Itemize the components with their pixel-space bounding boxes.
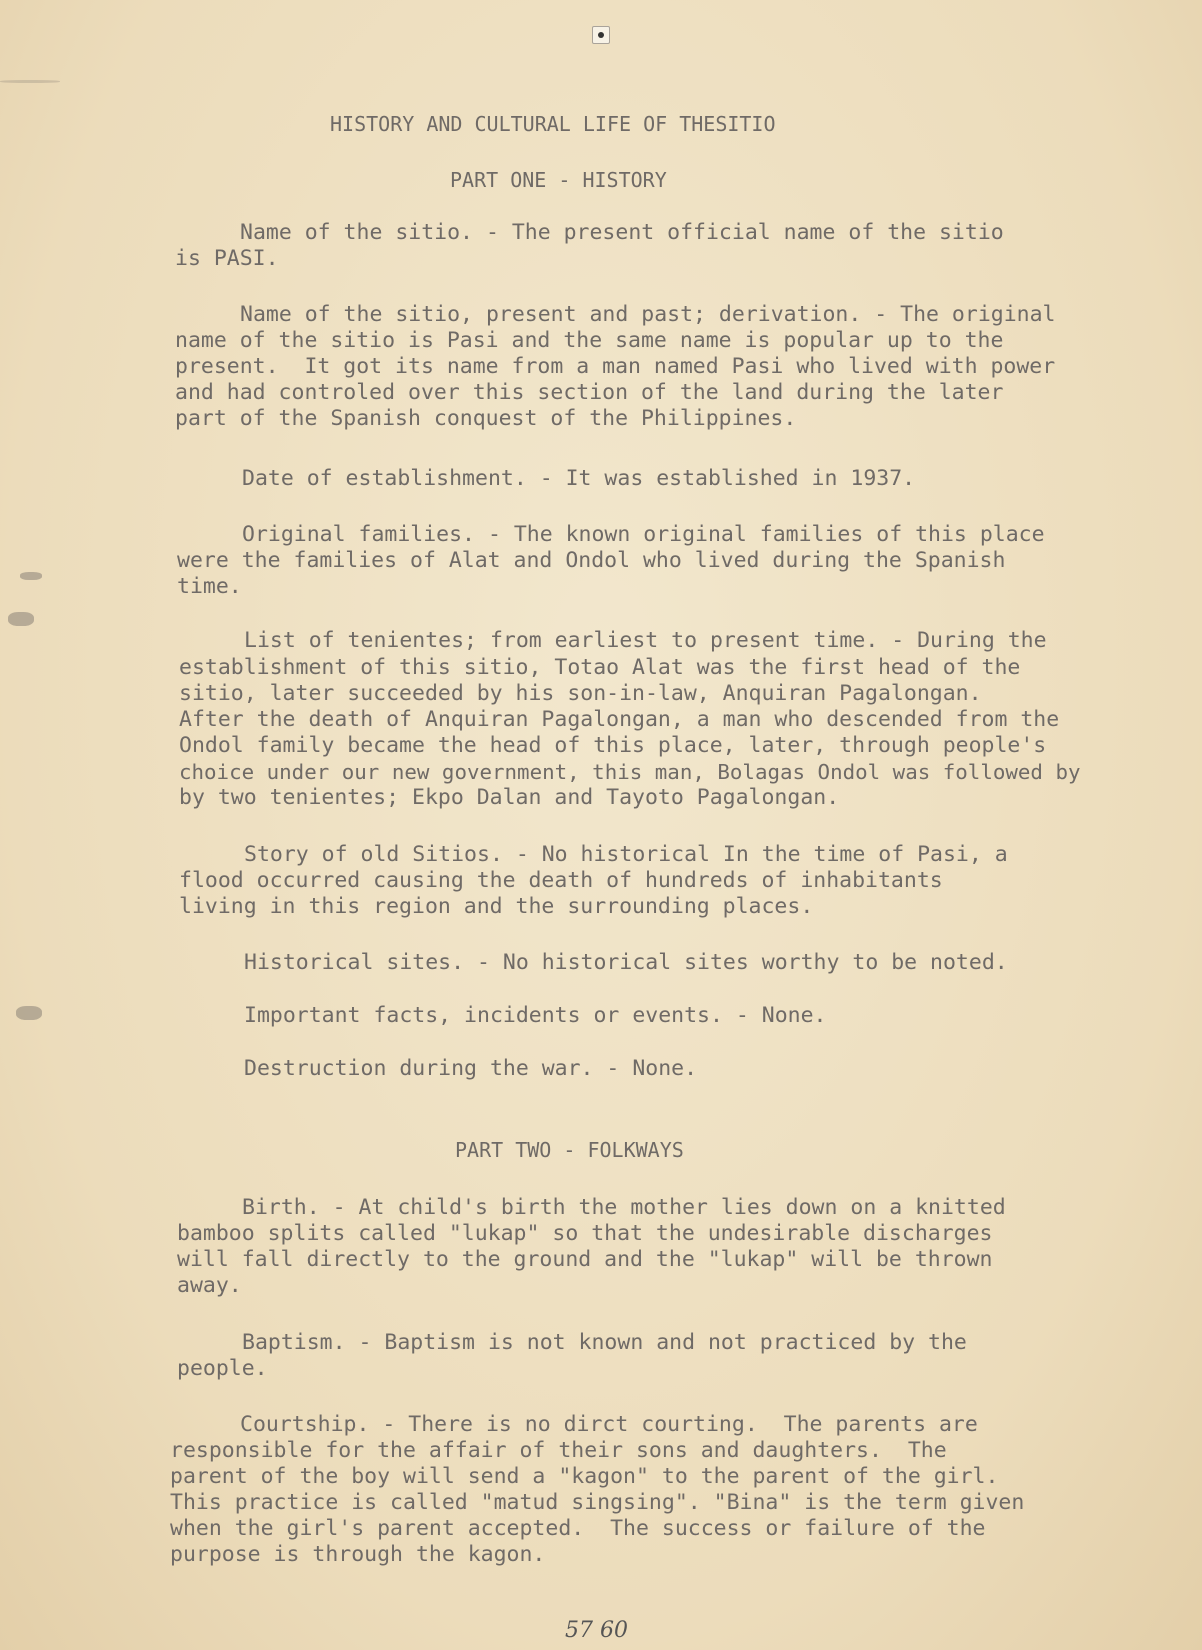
paragraph-line: Important facts, incidents or events. - None. (244, 1003, 827, 1028)
paragraph-line: Story of old Sitios. - No historical In the time of Pasi, a (244, 842, 1008, 867)
margin-stain (16, 1006, 42, 1020)
paragraph-line: flood occurred causing the death of hundreds of inhabitants (179, 868, 943, 893)
document-title: HISTORY AND CULTURAL LIFE OF THESITIO (330, 112, 776, 136)
margin-stain (0, 80, 60, 83)
paragraph-line: choice under our new government, this man, Bolagas Ondol was followed by (179, 760, 1081, 784)
paragraph-line: Birth. - At child's birth the mother lies down on a knitted (242, 1195, 1006, 1220)
paragraph-line: and had controled over this section of the land during the later (175, 380, 1004, 405)
paragraph-line: is PASI. (175, 246, 279, 271)
paragraph-line: were the families of Alat and Ondol who lived during the Spanish (177, 548, 1006, 573)
paragraph-line: purpose is through the kagon. (170, 1542, 546, 1567)
part-one-heading: PART ONE - HISTORY (450, 168, 667, 192)
paragraph-line: Name of the sitio. - The present official name of the sitio (240, 220, 1004, 245)
paragraph-line: name of the sitio is Pasi and the same name is popular up to the (175, 328, 1004, 353)
paragraph-line: establishment of this sitio, Totao Alat was the first head of the (179, 655, 1021, 680)
paragraph-line: After the death of Anquiran Pagalongan, a man who descended from the (179, 707, 1060, 732)
part-two-heading: PART TWO - FOLKWAYS (455, 1138, 684, 1162)
paragraph-line: List of tenientes; from earliest to present time. - During the (244, 628, 1047, 653)
paragraph-line: Date of establishment. - It was established in 1937. (242, 466, 916, 491)
paragraph-line: Historical sites. - No historical sites worthy to be noted. (244, 950, 1008, 975)
paragraph-line: Destruction during the war. - None. (244, 1056, 698, 1081)
paragraph-line: living in this region and the surrounding places. (179, 894, 814, 919)
paragraph-line: time. (177, 574, 242, 599)
paragraph-line: when the girl's parent accepted. The success or failure of the (170, 1516, 986, 1541)
paragraph-line: away. (177, 1273, 242, 1298)
paragraph-line: Name of the sitio, present and past; derivation. - The original (240, 302, 1056, 327)
page-number: 57 60 (565, 1618, 628, 1643)
paragraph-line: responsible for the affair of their sons and daughters. The (170, 1438, 947, 1463)
paragraph-line: Original families. - The known original families of this place (242, 522, 1045, 547)
paragraph-line: by two tenientes; Ekpo Dalan and Tayoto Pagalongan. (179, 785, 840, 810)
paragraph-line: parent of the boy will send a "kagon" to the parent of the girl. (170, 1464, 999, 1489)
paragraph-line: present. It got its name from a man named Pasi who lived with power (175, 354, 1056, 379)
paragraph-line: bamboo splits called "lukap" so that the undesirable discharges (177, 1221, 993, 1246)
paragraph-line: Baptism. - Baptism is not known and not practiced by the (242, 1330, 967, 1355)
paragraph-line: sitio, later succeeded by his son-in-law, Anquiran Pagalongan. (179, 681, 982, 706)
paragraph-line: Courtship. - There is no dirct courting. The parents are (240, 1412, 978, 1437)
paragraph-line: people. (177, 1356, 268, 1381)
paragraph-line: Ondol family became the head of this place, later, through people's (179, 733, 1047, 758)
paragraph-line: will fall directly to the ground and the "lukap" will be thrown (177, 1247, 993, 1272)
margin-stain (20, 572, 42, 580)
paragraph-line: This practice is called "matud singsing". "Bina" is the term given (170, 1490, 1025, 1515)
paragraph-line: part of the Spanish conquest of the Philippines. (175, 406, 797, 431)
margin-stain (8, 612, 34, 626)
punch-hole-marker (592, 26, 610, 44)
